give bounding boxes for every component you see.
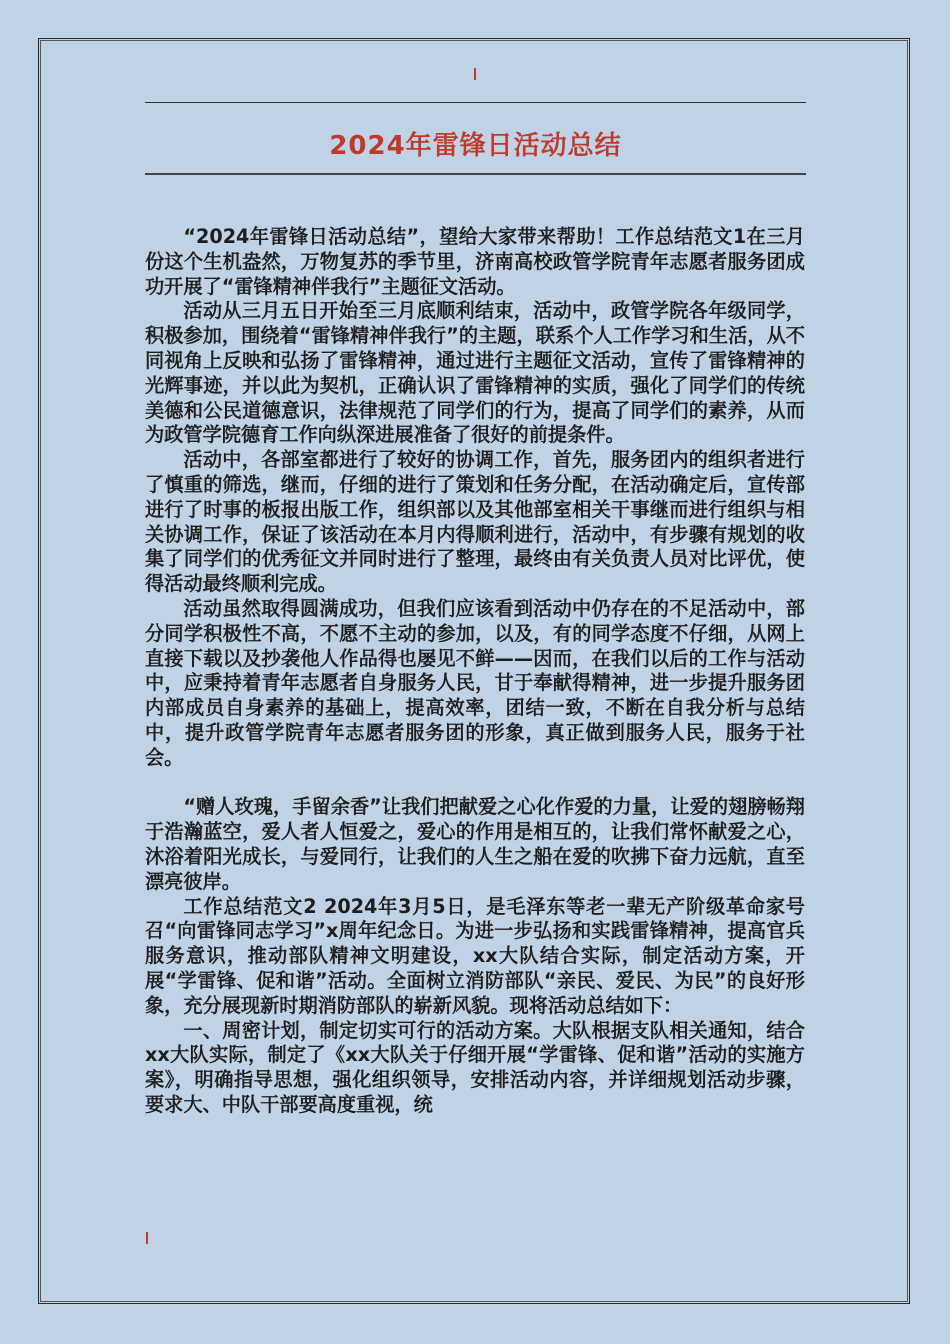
footer-cursor-mark (146, 1232, 148, 1244)
document-title: 2024年雷锋日活动总结 (329, 131, 622, 161)
paragraph-3: 活动中，各部室都进行了较好的协调工作，首先，服务团内的组织者进行了慎重的筛选，继而，仔细的进行了策划和任务分配，在活动确定后，宣传部进行了时事的板报出版工作，组织部以及其他部室相关干事继而进行组织与相关协调工作，保证了该活动在本月内得顺利进行，活动中，有步骤有规划的收集了同学们的优秀征文并同时进行了整理，最终由有关负责人员对比评优，使得活动最终顺利完成。 (145, 448, 805, 596)
paragraph-6: 工作总结范文2 2024年3月5日，是毛泽东等老一辈无产阶级革命家号召“向雷锋同志学习”x周年纪念日。为进一步弘扬和实践雷锋精神，提高官兵服务意识，推动部队精神文明建设，xx大队结合实际，制定活动方案，开展“学雷锋、促和谐”活动。全面树立消防部队“亲民、爱民、为民”的良好形象，充分展现新时期消防部队的崭新风貌。现将活动总结如下： (145, 894, 805, 1017)
paragraph-5: “赠人玫瑰，手留余香”让我们把献爱之心化作爱的力量，让爱的翅膀畅翔于浩瀚蓝空，爱人者人恒爱之，爱心的作用是相互的，让我们常怀献爱之心，沐浴着阳光成长，与爱同行，让我们的人生之船在爱的吹拂下奋力远航，直至漂亮彼岸。 (145, 795, 805, 893)
paragraph-4: 活动虽然取得圆满成功，但我们应该看到活动中仍存在的不足活动中，部分同学积极性不高，不愿不主动的参加，以及，有的同学态度不仔细，从网上直接下载以及抄袭他人作品得也屡见不鲜——因而，在我们以后的工作与活动中，应秉持着青年志愿者自身服务人民，甘于奉献得精神，进一步提升服务团内部成员自身素养的基础上，提高效率，团结一致，不断在自我分析与总结中，提升政管学院青年志愿者服务团的形象，真正做到服务人民，服务于社会。 (145, 596, 805, 769)
paragraph-2: 活动从三月五日开始至三月底顺利结束，活动中，政管学院各年级同学，积极参加，围绕着“雷锋精神伴我行”的主题，联系个人工作学习和生活，从不同视角上反映和弘扬了雷锋精神，通过进行主题征文活动，宣传了雷锋精神的光辉事迹，并以此为契机，正确认识了雷锋精神的实质，强化了同学们的传统美德和公民道德意识，法律规范了同学们的行为，提高了同学们的素养，从而为政管学院德育工作向纵深进展准备了很好的前提条件。 (145, 299, 805, 447)
header-cursor-mark (474, 68, 476, 80)
header-divider (145, 102, 806, 103)
title-divider (145, 173, 806, 175)
paragraph-1: “2024年雷锋日活动总结”，望给大家带来帮助！工作总结范文1在三月份这个生机盎然，万物复苏的季节里，济南高校政管学院青年志愿者服务团成功开展了“雷锋精神伴我行”主题征文活动。 (145, 225, 805, 298)
paragraph-7: 一、周密计划，制定切实可行的活动方案。大队根据支队相关通知，结合xx大队实际，制定了《xx大队关于仔细开展“学雷锋、促和谐”活动的实施方案》，明确指导思想，强化组织领导，安排活动内容，并详细规划活动步骤，要求大、中队干部要高度重视，统 (145, 1018, 805, 1116)
document-body (145, 225, 805, 1118)
